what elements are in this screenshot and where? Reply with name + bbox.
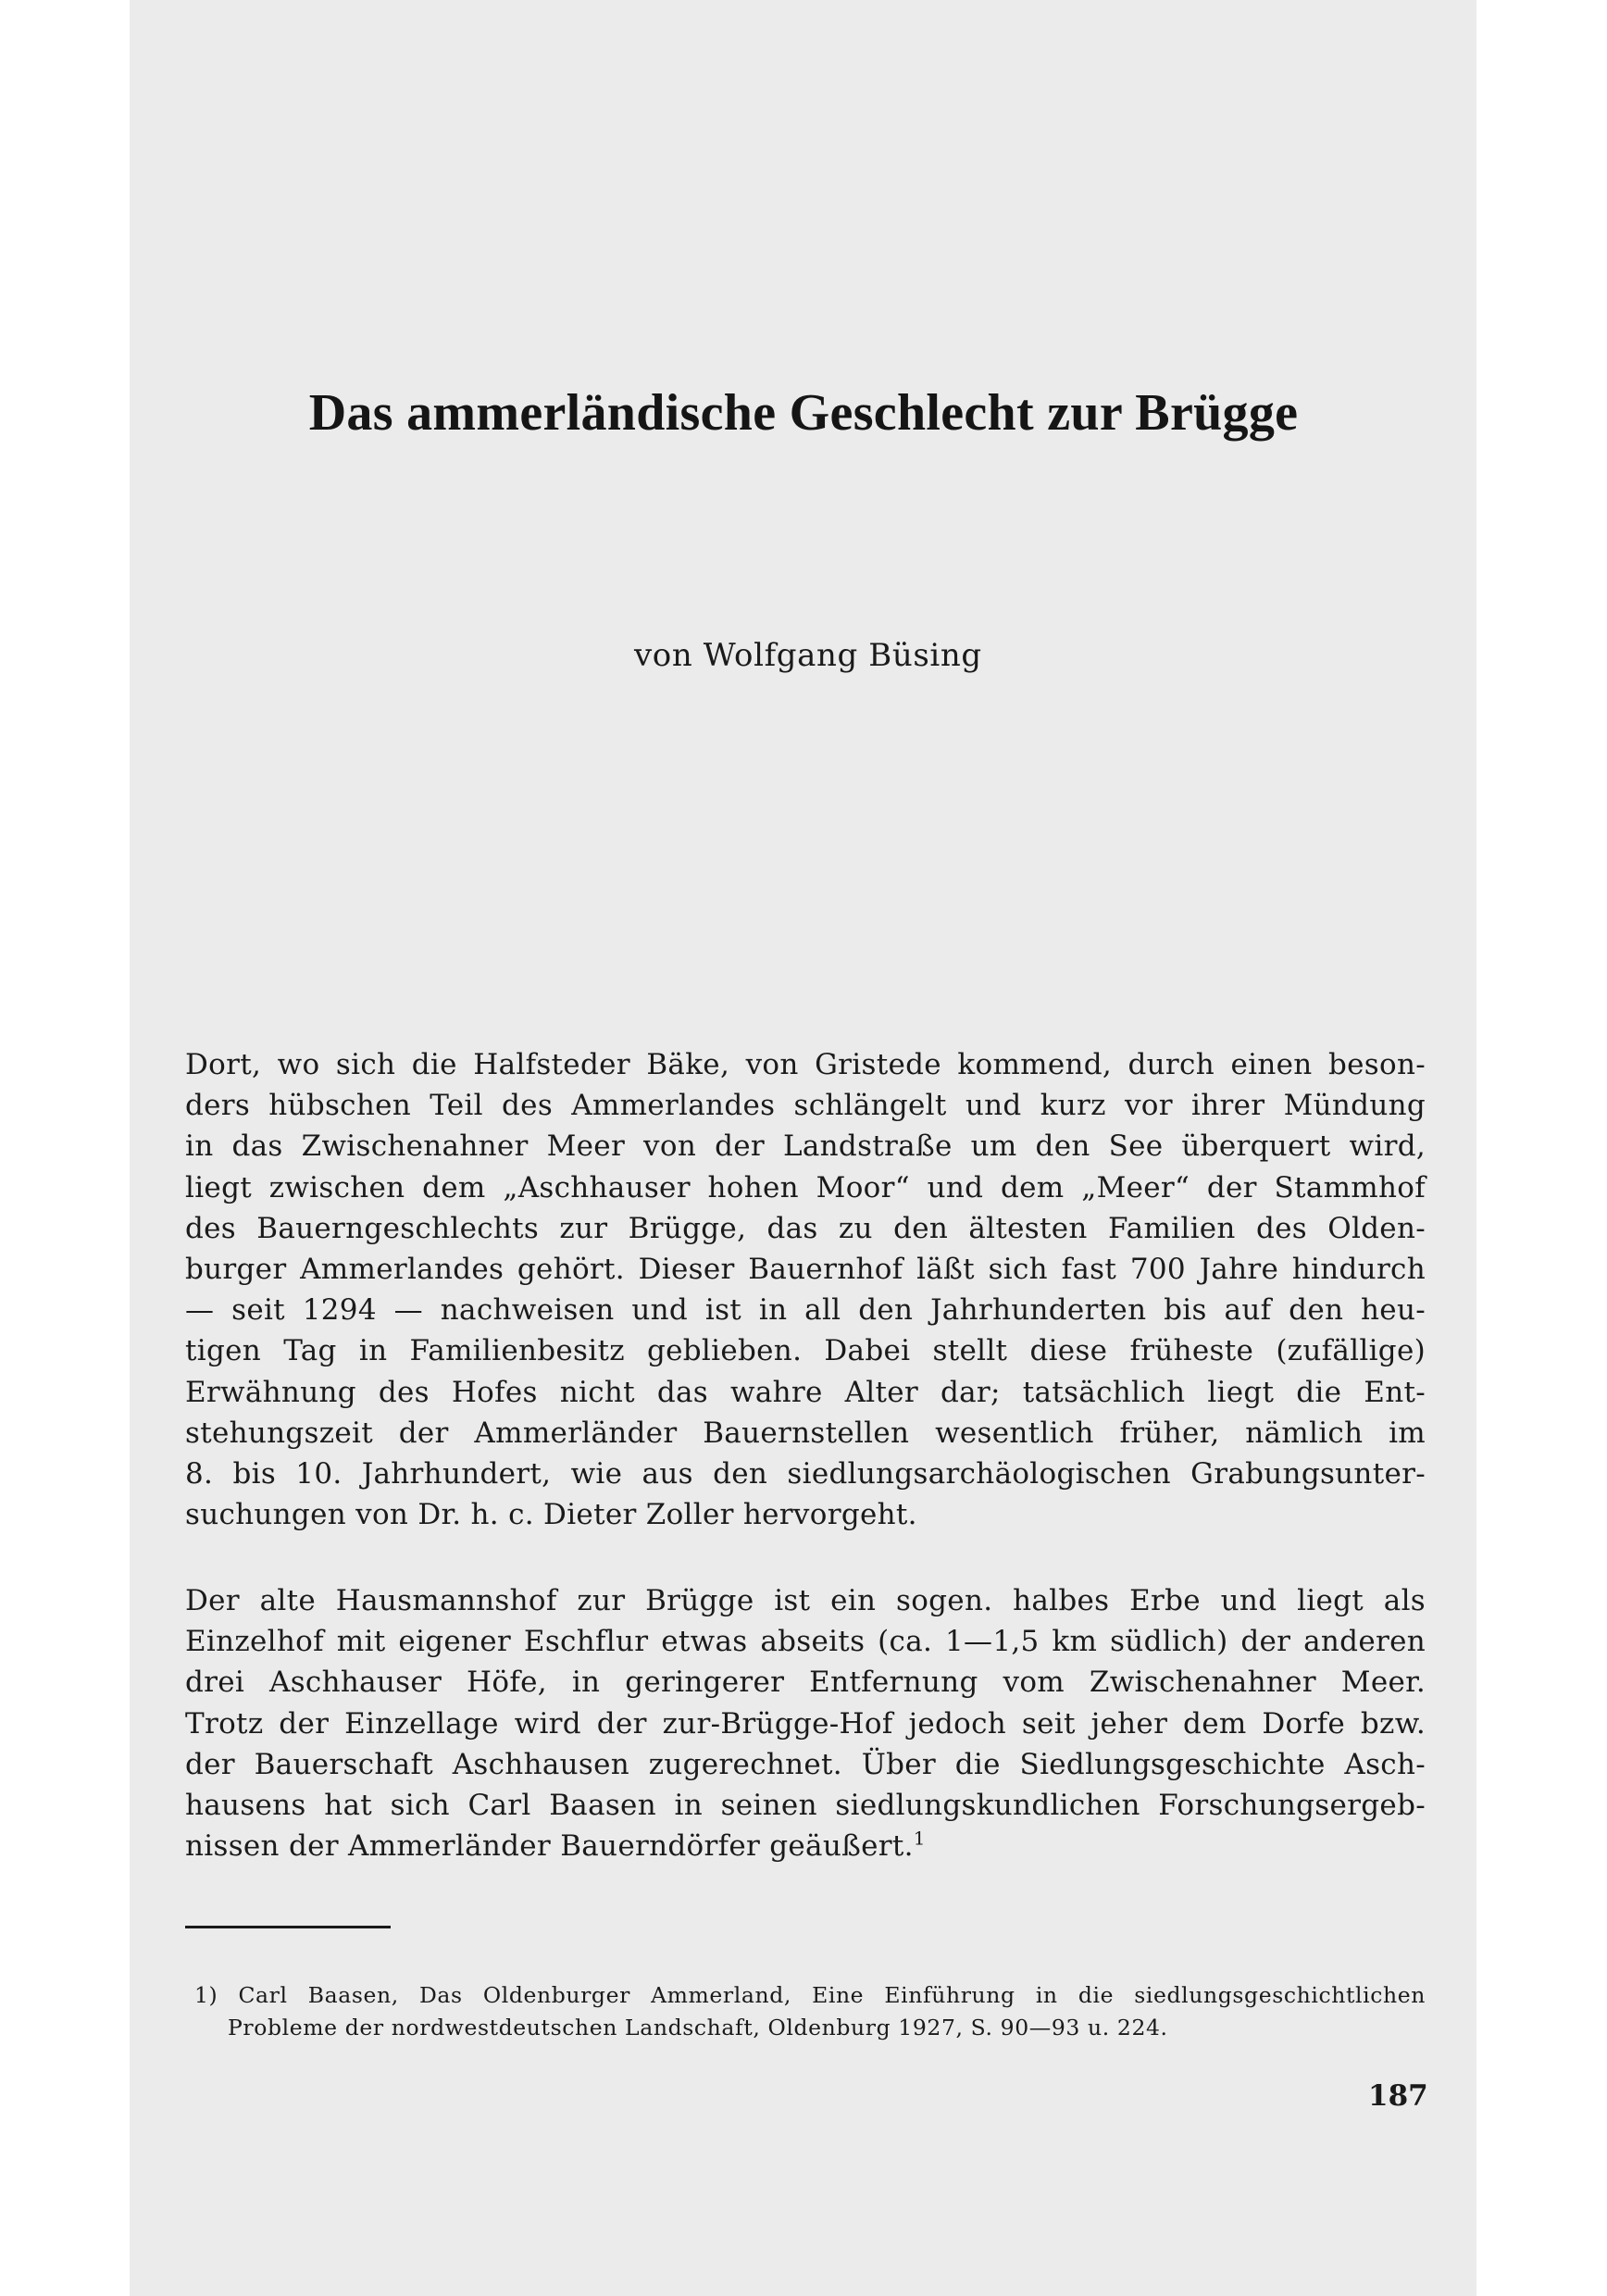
- article-title: Das ammerländische Geschlecht zur Brügge: [308, 384, 1299, 442]
- footnote-line: 1) Carl Baasen, Das Oldenburger Ammerland, Eine Einführung in die siedlungsgeschichtlichen: [194, 1982, 1426, 2008]
- footnote-reference: 1: [913, 1827, 926, 1850]
- text-line: der Bauerschaft Aschhausen zugerechnet. Über die Siedlungsgeschichte Asch-: [185, 1747, 1426, 1781]
- author-byline: von Wolfgang Büsing: [634, 637, 982, 674]
- text-line-final: [185, 1826, 1426, 1866]
- footnote-divider: [185, 1926, 391, 1928]
- text-line: drei Aschhauser Höfe, in geringerer Entfernung vom Zwischenahner Meer.: [185, 1666, 1426, 1700]
- text-line: Trotz der Einzellage wird der zur-Brügge-Hof jedoch seit jeher dem Dorfe bzw.: [185, 1706, 1426, 1741]
- text-line: tigen Tag in Familienbesitz geblieben. Dabei stellt diese früheste (zufällige): [185, 1334, 1426, 1368]
- text-line: des Bauerngeschlechts zur Brügge, das zu den ältesten Familien des Olden-: [185, 1211, 1426, 1245]
- text-line: Erwähnung des Hofes nicht das wahre Alter dar; tatsächlich liegt die Ent-: [185, 1375, 1426, 1409]
- text-line: 8. bis 10. Jahrhundert, wie aus den siedlungsarchäologischen Grabungsunter-: [185, 1457, 1426, 1491]
- body-paragraph-1: [185, 1044, 1426, 1535]
- page-number: 187: [1368, 2079, 1428, 2113]
- text-line: Einzelhof mit eigener Eschflur etwas abseits (ca. 1—1,5 km südlich) der anderen: [185, 1625, 1426, 1659]
- text-line-content: nissen der Ammerländer Bauerndörfer geäußert.: [185, 1829, 914, 1864]
- text-line: stehungszeit der Ammerländer Bauernstellen wesentlich früher, nämlich im: [185, 1416, 1426, 1450]
- text-line: — seit 1294 — nachweisen und ist in all den Jahrhunderten bis auf den heu-: [185, 1293, 1426, 1328]
- text-line: liegt zwischen dem „Aschhauser hohen Moor“ und dem „Meer“ der Stammhof: [185, 1170, 1426, 1204]
- text-line: hausens hat sich Carl Baasen in seinen siedlungskundlichen Forschungsergeb-: [185, 1789, 1426, 1823]
- text-line: burger Ammerlandes gehört. Dieser Bauernhof läßt sich fast 700 Jahre hindurch: [185, 1253, 1426, 1287]
- footnote: [194, 1979, 1426, 2044]
- text-line: Der alte Hausmannshof zur Brügge ist ein sogen. halbes Erbe und liegt als: [185, 1584, 1426, 1617]
- text-line: Dort, wo sich die Halfsteder Bäke, von Gristede kommend, durch einen beson-: [185, 1048, 1426, 1081]
- text-line: in das Zwischenahner Meer von der Landstraße um den See überquert wird,: [185, 1129, 1426, 1164]
- text-line: suchungen von Dr. h. c. Dieter Zoller hervorgeht.: [185, 1498, 917, 1532]
- body-paragraph-2: [185, 1580, 1426, 1866]
- text-line: ders hübschen Teil des Ammerlandes schlängelt und kurz vor ihrer Mündung: [185, 1089, 1426, 1123]
- footnote-line: Probleme der nordwestdeutschen Landschaft, Oldenburg 1927, S. 90—93 u. 224.: [228, 2015, 1168, 2040]
